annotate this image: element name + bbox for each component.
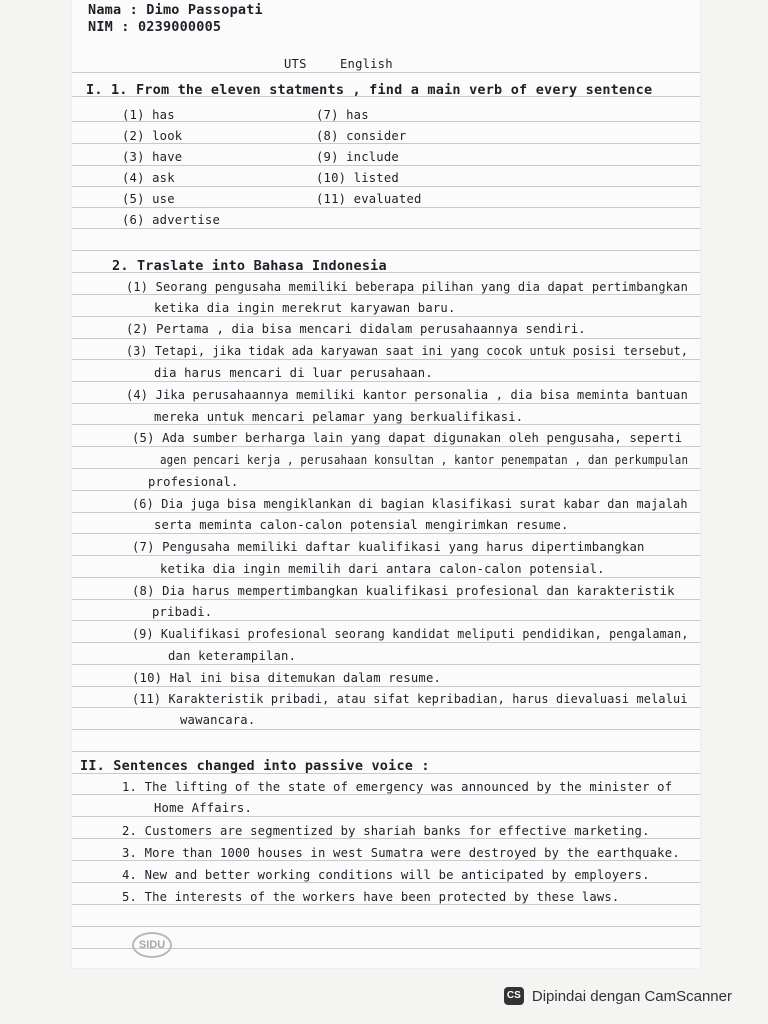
ruled-line [72,468,700,469]
translation-line: dia harus mencari di luar perusahaan. [154,366,433,380]
verb-item: (3) have [122,150,183,164]
camscanner-icon: CS [504,987,524,1005]
camscanner-watermark [504,986,732,1006]
section2-heading: 2. Traslate into Bahasa Indonesia [112,258,387,274]
passive-line: 1. The lifting of the state of emergency was announced by the minister of [122,780,673,794]
translation-line: ketika dia ingin memilih dari antara calon-calon potensial. [160,562,605,576]
ruled-line [72,512,700,513]
ruled-line [72,599,700,600]
translation-line: (11) Karakteristik pribadi, atau sifat kepribadian, harus dievaluasi melalui [132,692,688,706]
exam-subject: English [340,57,393,71]
ruled-line [72,926,700,927]
ruled-line [72,686,700,687]
ruled-line [72,403,700,404]
translation-line: (10) Hal ini bisa ditemukan dalam resume. [132,671,442,685]
student-nim: NIM : 0239000005 [88,19,222,35]
translation-line: (4) Jika perusahaannya memiliki kantor personalia , dia bisa meminta bantuan [126,388,688,402]
ruled-line [72,533,700,534]
translation-line: serta meminta calon-calon potensial mengirimkan resume. [154,518,569,532]
verb-item: (11) evaluated [316,192,422,206]
passive-line: 5. The interests of the workers have been protected by these laws. [122,890,620,904]
verb-item: (8) consider [316,129,407,143]
ruled-line [72,860,700,861]
ruled-line [72,555,700,556]
verb-item: (2) look [122,129,183,143]
ruled-line [72,642,700,643]
translation-line: (1) Seorang pengusaha memiliki beberapa pilihan yang dia dapat pertimbangkan [126,280,688,294]
verb-item: (6) advertise [122,213,220,227]
translation-line: (7) Pengusaha memiliki daftar kualifikasi yang harus dipertimbangkan [132,540,645,554]
ruled-line [72,143,700,144]
ruled-line [72,165,700,166]
ruled-line [72,751,700,752]
verb-item: (9) include [316,150,399,164]
translation-line: wawancara. [180,713,256,727]
translation-line: (6) Dia juga bisa mengiklankan di bagian klasifikasi surat kabar dan majalah [132,497,688,511]
exam-title: UTS [284,57,307,71]
camscanner-text: Dipindai dengan CamScanner [531,987,732,1005]
ruled-line [72,490,700,491]
ruled-line [72,882,700,883]
notebook-page [72,0,700,968]
verb-item: (10) listed [316,171,399,185]
translation-line: agen pencari kerja , perusahaan konsultan , kantor penempatan , dan perkumpulan [160,453,689,467]
translation-line: (8) Dia harus mempertimbangkan kualifikasi profesional dan karakteristik [132,584,675,598]
translation-line: profesional. [148,475,239,489]
verb-item: (5) use [122,192,175,206]
translation-line: (9) Kualifikasi profesional seorang kandidat meliputi pendidikan, pengalaman, [132,627,689,641]
ruled-line [72,250,700,251]
passive-line: 3. More than 1000 houses in west Sumatra were destroyed by the earthquake. [122,846,680,860]
ruled-line [72,207,700,208]
ruled-line [72,381,700,382]
section3-heading: II. Sentences changed into passive voice : [80,758,430,774]
passive-line: 4. New and better working conditions will be anticipated by employers. [122,868,650,882]
ruled-line [72,186,700,187]
section1-heading: I. 1. From the eleven statments , find a main verb of every sentence [86,82,653,98]
ruled-line [72,729,700,730]
ruled-line [72,620,700,621]
notebook-brand-logo: SIDU [132,932,172,958]
ruled-line [72,228,700,229]
ruled-line [72,338,700,339]
ruled-line [72,316,700,317]
ruled-line [72,838,700,839]
verb-item: (4) ask [122,171,175,185]
ruled-line [72,707,700,708]
student-name: Nama : Dimo Passopati [88,2,263,18]
ruled-line [72,577,700,578]
verb-item: (1) has [122,108,175,122]
ruled-line [72,294,700,295]
translation-line: pribadi. [152,605,213,619]
translation-line: (2) Pertama , dia bisa mencari didalam perusahaannya sendiri. [126,322,586,336]
ruled-line [72,794,700,795]
ruled-line [72,424,700,425]
ruled-line [72,816,700,817]
translation-line: (3) Tetapi, jika tidak ada karyawan saat ini yang cocok untuk posisi tersebut, [126,344,689,358]
translation-line: mereka untuk mencari pelamar yang berkualifikasi. [154,410,524,424]
translation-line: (5) Ada sumber berharga lain yang dapat digunakan oleh pengusaha, seperti [132,431,683,445]
passive-line: Home Affairs. [154,801,252,815]
ruled-line [72,446,700,447]
verb-item: (7) has [316,108,369,122]
passive-line: 2. Customers are segmentized by shariah banks for effective marketing. [122,824,650,838]
ruled-line [72,359,700,360]
ruled-line [72,664,700,665]
translation-line: ketika dia ingin merekrut karyawan baru. [154,301,456,315]
ruled-line [72,72,700,73]
ruled-line [72,904,700,905]
translation-line: dan keterampilan. [168,649,297,663]
